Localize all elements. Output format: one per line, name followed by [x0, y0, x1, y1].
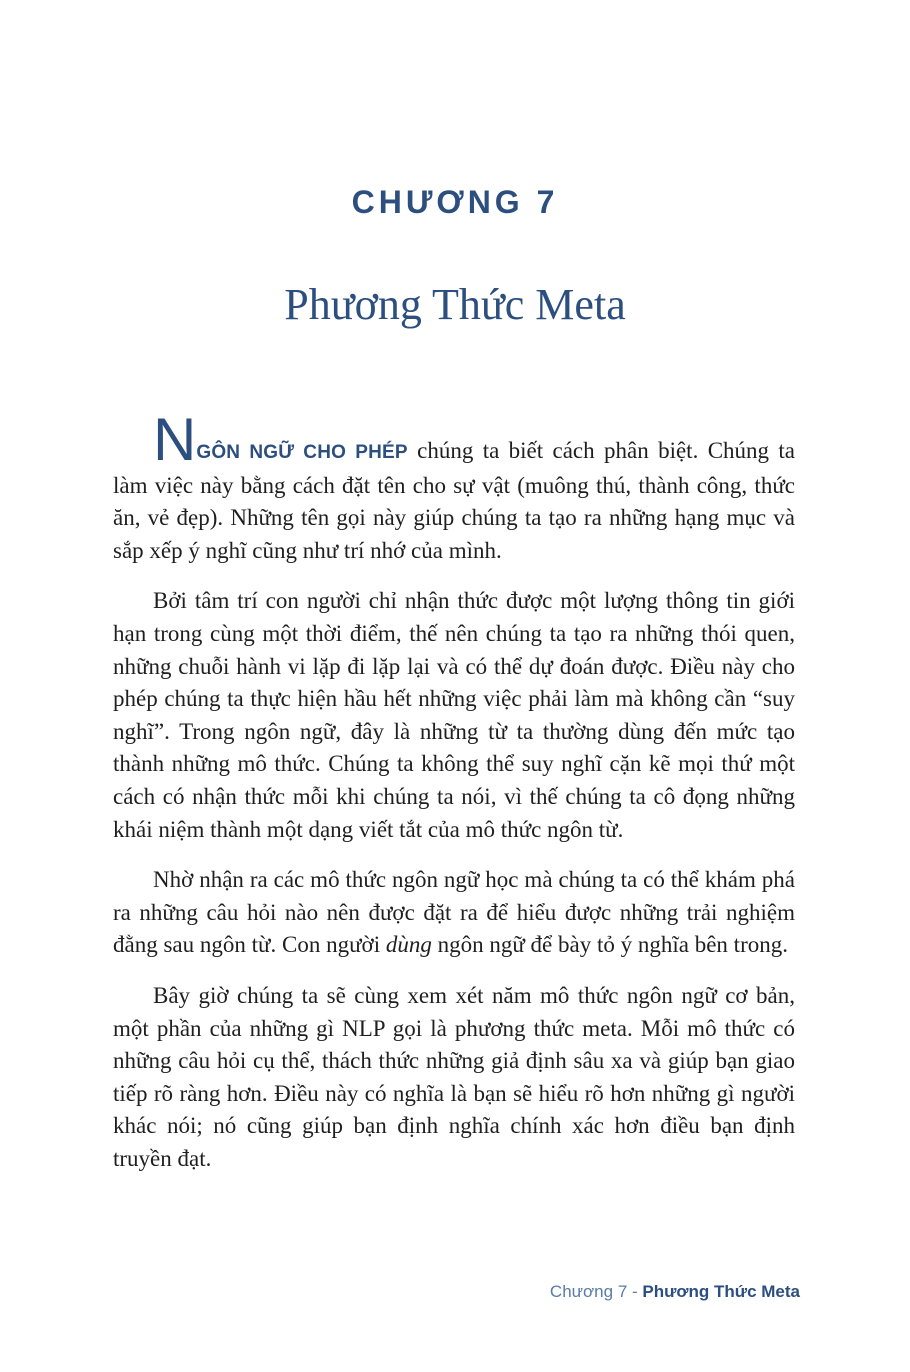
running-footer [550, 1280, 800, 1304]
body-text [113, 406, 796, 1193]
paragraph-3 [113, 864, 795, 962]
chapter-label: CHƯƠNG 7 [351, 184, 559, 220]
paragraph-3-after: ngôn ngữ để bày tỏ ý nghĩa bên trong. [431, 932, 788, 958]
paragraph-3-emphasis: dùng [385, 932, 432, 958]
paragraph-1-text: chúng ta biết cách phân biệt. Chúng ta làm việc này bằng cách đặt tên cho sự vật (muông thú, thành công, thức ăn, vẻ đẹp). Những tên gọi này giúp chúng ta tạo ra những hạng mục và sắp xếp ý nghĩ cũng như trí nhớ của mình. [113, 438, 796, 563]
paragraph-2: Bởi tâm trí con người chỉ nhận thức được một lượng thông tin giới hạn trong cùng một thời điểm, thế nên chúng ta tạo ra những thói quen, những chuỗi hành vi lặp đi lặp lại và có thể dự đoán được. Điều này cho phép chúng ta thực hiện hầu hết những việc phải làm mà không cần “suy nghĩ”. Trong ngôn ngữ, đây là những từ ta thường dùng đến mức tạo thành những mô thức. Chúng ta không thể suy nghĩ cặn kẽ mọi thứ một cách có nhận thức mỗi khi chúng ta nói, vì thế chúng ta cô đọng những khái niệm thành một dạng viết tắt của mô thức ngôn từ. [113, 588, 795, 842]
lead-in-caps: GÔN NGỮ CHO PHÉP [196, 442, 408, 463]
footer-title: Phương Thức Meta [642, 1282, 800, 1301]
footer-chapter: Chương 7 [549, 1282, 628, 1301]
footer-separator: - [627, 1282, 643, 1301]
paragraph-3-before: Nhờ nhận ra các mô thức ngôn ngữ học mà chúng ta có thể khám phá ra những câu hỏi nào nên được đặt ra để hiểu được những trải nghiệm đằng sau ngôn từ. Con người [113, 867, 795, 958]
chapter-title: Phương Thức Meta [284, 280, 626, 329]
drop-cap: N [153, 406, 197, 473]
paragraph-1 [113, 406, 796, 567]
paragraph-4: Bây giờ chúng ta sẽ cùng xem xét năm mô thức ngôn ngữ cơ bản, một phần của những gì NLP gọi là phương thức meta. Mỗi mô thức có những câu hỏi cụ thể, thách thức những giả định sâu xa và giúp bạn giao tiếp rõ ràng hơn. Điều này có nghĩa là bạn sẽ hiểu rõ hơn những gì người khác nói; nó cũng giúp bạn định nghĩa chính xác hơn điều bạn định truyền đạt. [113, 982, 795, 1171]
